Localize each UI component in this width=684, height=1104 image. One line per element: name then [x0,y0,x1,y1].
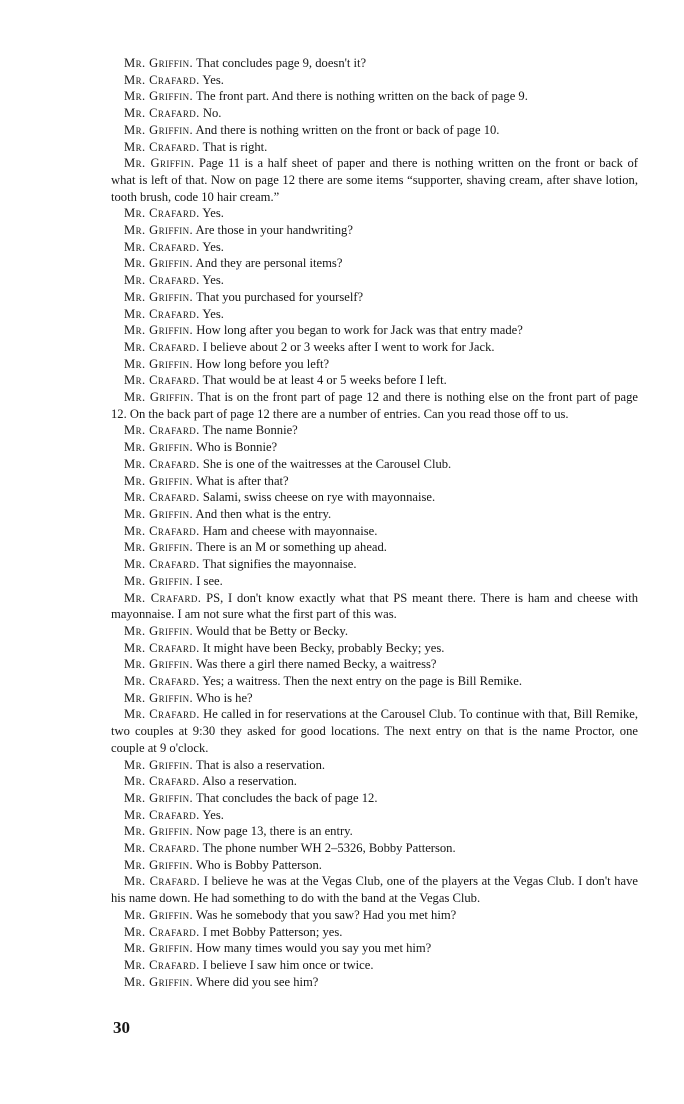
speaker-name: Mr. Crafard. [124,339,200,354]
speaker-name: Mr. Crafard. [124,707,200,722]
speaker-name: Mr. Crafard. [124,206,200,221]
speaker-name: Mr. Crafard. [124,874,201,889]
speaker-name: Mr. Griffin. [124,907,194,922]
testimony-line [111,773,638,790]
statement-text: Yes. [202,807,224,822]
statement-text: Ham and cheese with mayonnaise. [202,523,378,538]
testimony-line [111,523,638,540]
statement-text: Yes. [202,206,224,221]
statement-text: Who is Bonnie? [195,440,278,455]
testimony-line [111,640,638,657]
testimony-line [111,155,638,205]
speaker-name: Mr. Griffin. [124,573,194,588]
statement-text: And there is nothing written on the front or back of page 10. [195,122,500,137]
testimony-line [111,205,638,222]
testimony-line [111,272,638,289]
statement-text: Yes. [202,306,224,321]
statement-text: Are those in your handwriting? [195,223,353,238]
testimony-line [111,489,638,506]
statement-text: Yes; a waitress. Then the next entry on the page is Bill Remike. [202,674,522,689]
speaker-name: Mr. Griffin. [124,256,194,271]
speaker-name: Mr. Crafard. [124,957,200,972]
speaker-name: Mr. Griffin. [124,473,194,488]
speaker-name: Mr. Crafard. [124,139,200,154]
statement-text: Would that be Betty or Becky. [195,623,349,638]
statement-text: Who is he? [195,690,253,705]
statement-text: How long before you left? [196,356,330,371]
statement-text: There is an M or something up ahead. [195,540,387,555]
speaker-name: Mr. Crafard. [124,774,200,789]
statement-text: That concludes page 9, doesn't it? [195,56,367,70]
statement-text: That is on the front part of page 12 and there is nothing else on the front part of page 12. On the back part of page 12 there are a number of entries. Can you read those off to us. [111,390,638,421]
speaker-name: Mr. Griffin. [124,623,194,638]
testimony-line [111,840,638,857]
statement-text: The phone number WH 2–5326, Bobby Patterson. [202,841,456,856]
speaker-name: Mr. Griffin. [124,440,194,455]
testimony-line [111,339,638,356]
statement-text: Was there a girl there named Becky, a waitress? [195,657,437,672]
testimony-line [111,590,638,623]
testimony-text [111,55,638,990]
statement-text: That you purchased for yourself? [195,289,364,304]
speaker-name: Mr. Crafard. [124,640,200,655]
testimony-line [111,473,638,490]
testimony-line [111,506,638,523]
statement-text: PS, I don't know exactly what that PS meant there. There is ham and cheese with mayonnaise. I am not sure what the first part of this was. [111,590,638,622]
testimony-line [111,239,638,256]
testimony-line [111,255,638,272]
testimony-line [111,539,638,556]
testimony-line [111,139,638,156]
testimony-line [111,940,638,957]
statement-text: I believe about 2 or 3 weeks after I went to work for Jack. [202,339,495,354]
testimony-line [111,356,638,373]
speaker-name: Mr. Crafard. [124,72,200,87]
statement-text: The name Bonnie? [202,423,298,438]
statement-text: That would be at least 4 or 5 weeks before I left. [202,373,447,388]
testimony-line [111,957,638,974]
speaker-name: Mr. Griffin. [124,390,194,405]
testimony-line [111,790,638,807]
statement-text: No. [202,106,222,121]
testimony-line [111,924,638,941]
testimony-line [111,105,638,122]
testimony-line [111,974,638,991]
speaker-name: Mr. Griffin. [124,790,194,805]
statement-text: How many times would you say you met him? [196,941,432,956]
statement-text: Was he somebody that you saw? Had you met him? [195,907,457,922]
testimony-line [111,757,638,774]
speaker-name: Mr. Crafard. [124,841,200,856]
testimony-line [111,673,638,690]
statement-text: Page 11 is a half sheet of paper and there is nothing written on the front or back of what is left of that. Now on page 12 there are some items “supporter, shaving cream, after shave lotion, tooth brush, code 10 hair cream.” [111,156,638,204]
speaker-name: Mr. Griffin. [124,56,194,70]
testimony-line [111,289,638,306]
statement-text: And then what is the entry. [195,506,332,521]
statement-text: Yes. [202,273,224,288]
speaker-name: Mr. Crafard. [124,924,200,939]
statement-text: I met Bobby Patterson; yes. [202,924,343,939]
testimony-line [111,456,638,473]
speaker-name: Mr. Crafard. [124,423,200,438]
speaker-name: Mr. Griffin. [124,356,194,371]
statement-text: That is right. [202,139,268,154]
testimony-line [111,306,638,323]
testimony-line [111,556,638,573]
speaker-name: Mr. Crafard. [124,456,200,471]
statement-text: Yes. [202,72,224,87]
statement-text: Also a reservation. [202,774,297,789]
page-number: 30 [113,1018,130,1037]
speaker-name: Mr. Griffin. [124,540,194,555]
speaker-name: Mr. Crafard. [124,807,200,822]
speaker-name: Mr. Griffin. [124,690,194,705]
speaker-name: Mr. Crafard. [124,239,200,254]
speaker-name: Mr. Griffin. [124,974,194,989]
statement-text: The front part. And there is nothing written on the back of page 9. [195,89,528,104]
speaker-name: Mr. Griffin. [124,657,194,672]
speaker-name: Mr. Griffin. [124,824,194,839]
statement-text: Now page 13, there is an entry. [196,824,353,839]
testimony-line [111,573,638,590]
speaker-name: Mr. Crafard. [124,106,200,121]
statement-text: And they are personal items? [195,256,343,271]
speaker-name: Mr. Crafard. [124,306,200,321]
statement-text: That is also a reservation. [195,757,326,772]
speaker-name: Mr. Crafard. [124,590,202,605]
testimony-line [111,823,638,840]
testimony-line [111,122,638,139]
speaker-name: Mr. Griffin. [124,323,194,338]
speaker-name: Mr. Griffin. [124,156,195,171]
statement-text: It might have been Becky, probably Becky; yes. [202,640,445,655]
testimony-line [111,807,638,824]
testimony-line [111,690,638,707]
speaker-name: Mr. Griffin. [124,757,194,772]
speaker-name: Mr. Crafard. [124,674,200,689]
statement-text: That signifies the mayonnaise. [202,557,357,572]
testimony-line [111,372,638,389]
statement-text: I believe I saw him once or twice. [202,957,374,972]
speaker-name: Mr. Griffin. [124,122,194,137]
speaker-name: Mr. Griffin. [124,89,194,104]
speaker-name: Mr. Griffin. [124,223,194,238]
speaker-name: Mr. Crafard. [124,557,200,572]
testimony-line [111,88,638,105]
statement-text: Salami, swiss cheese on rye with mayonnaise. [202,490,436,505]
speaker-name: Mr. Crafard. [124,523,200,538]
testimony-line [111,389,638,422]
statement-text: What is after that? [195,473,289,488]
testimony-line [111,422,638,439]
testimony-line [111,873,638,906]
speaker-name: Mr. Griffin. [124,289,194,304]
statement-text: Who is Bobby Patterson. [195,857,322,872]
testimony-line [111,907,638,924]
testimony-line [111,857,638,874]
speaker-name: Mr. Crafard. [124,373,200,388]
statement-text: That concludes the back of page 12. [195,790,378,805]
statement-text: I see. [196,573,223,588]
speaker-name: Mr. Crafard. [124,273,200,288]
testimony-line [111,439,638,456]
testimony-line [111,623,638,640]
testimony-line [111,72,638,89]
statement-text: Yes. [202,239,224,254]
speaker-name: Mr. Griffin. [124,857,194,872]
speaker-name: Mr. Griffin. [124,941,194,956]
speaker-name: Mr. Griffin. [124,506,194,521]
statement-text: Where did you see him? [195,974,319,989]
speaker-name: Mr. Crafard. [124,490,200,505]
testimony-line [111,656,638,673]
statement-text: I believe he was at the Vegas Club, one of the players at the Vegas Club. I don't have his name down. He had something to do with the band at the Vegas Club. [111,874,638,906]
statement-text: She is one of the waitresses at the Carousel Club. [202,456,452,471]
statement-text: How long after you began to work for Jack was that entry made? [196,323,523,338]
testimony-line [111,706,638,756]
testimony-line [111,222,638,239]
statement-text: He called in for reservations at the Carousel Club. To continue with that, Bill Remike, two couples at 9:30 they asked for good locations. The next entry on that is the name Proctor, one couple at 9 o'clock. [111,707,638,755]
testimony-line [111,55,638,72]
testimony-line [111,322,638,339]
